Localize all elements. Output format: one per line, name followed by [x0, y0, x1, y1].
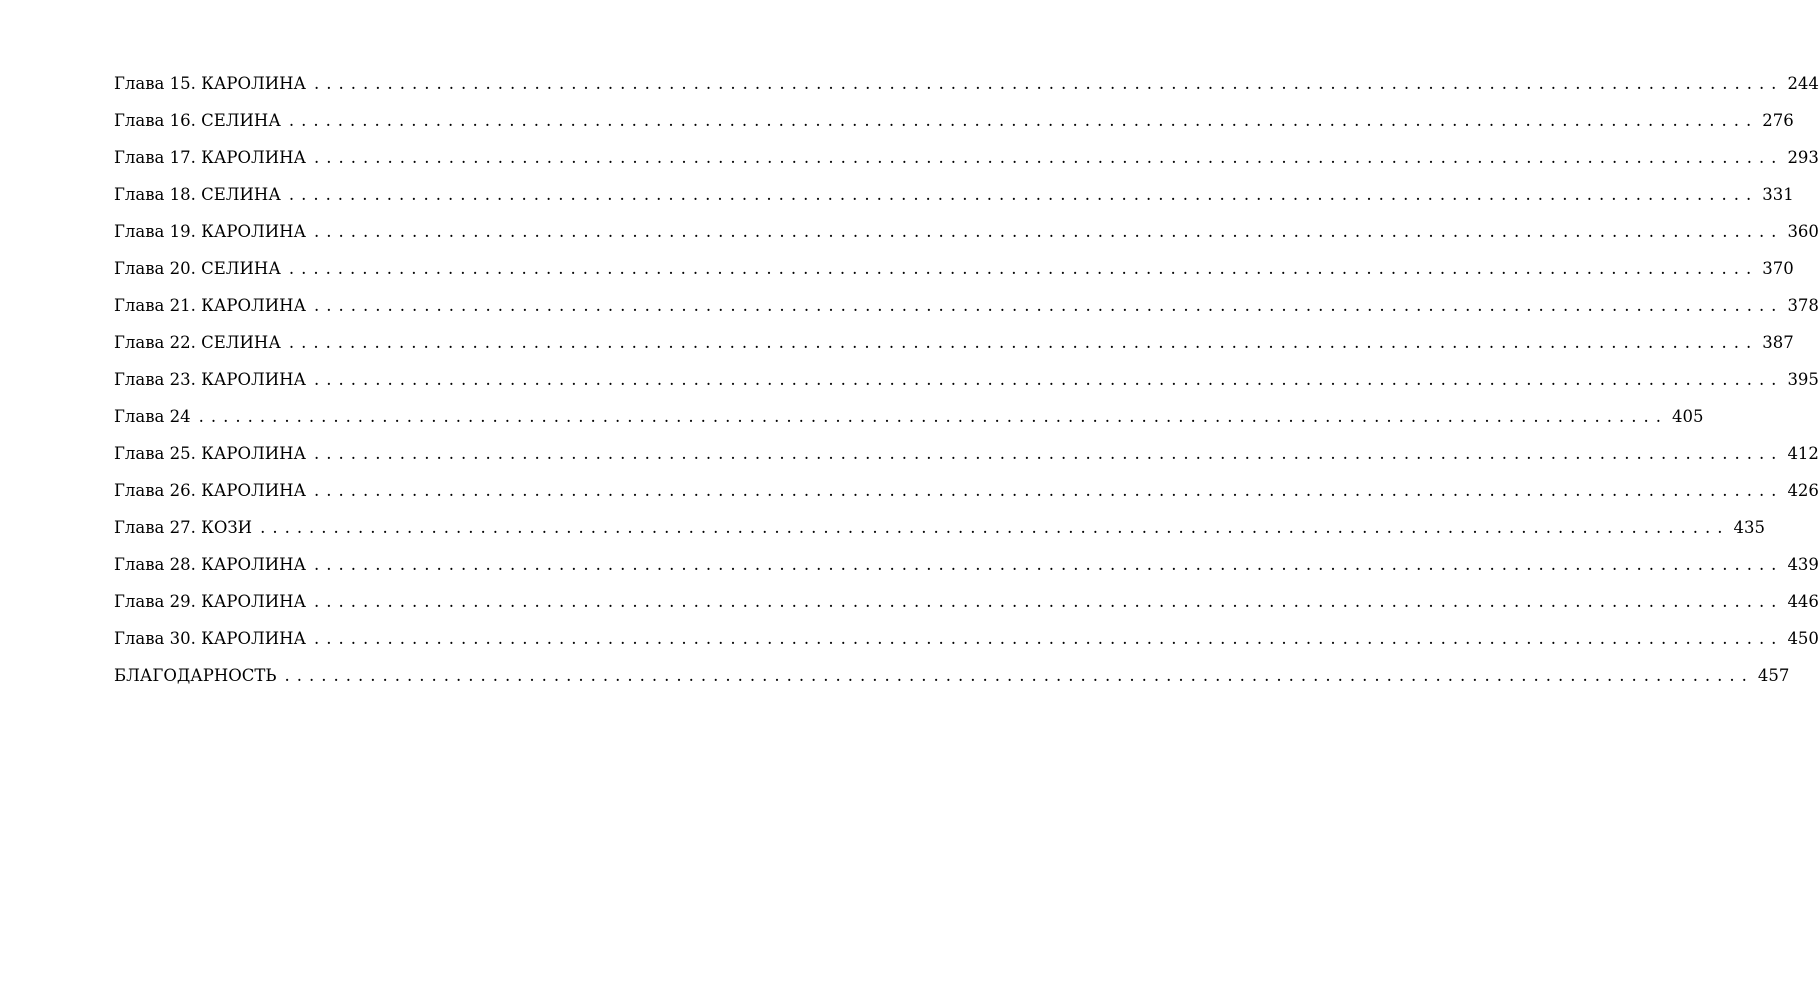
- toc-entry-page: 331: [1762, 185, 1794, 204]
- toc-entry: [114, 592, 1819, 629]
- toc-entry: [114, 148, 1819, 185]
- toc-dot-leader: ........................................................................................................................: [288, 259, 1759, 278]
- toc-entry: [114, 333, 1794, 370]
- toc-entry: [114, 555, 1819, 592]
- toc-dot-leader: ........................................................................................................................: [314, 444, 1784, 463]
- toc-entry-page: 435: [1733, 518, 1765, 537]
- toc-entry: [114, 74, 1819, 111]
- toc-entry-title: БЛАГОДАРНОСТЬ: [114, 666, 277, 685]
- toc-entry-page: 412: [1787, 444, 1819, 463]
- toc-entry-title: Глава 18. СЕЛИНА: [114, 185, 281, 204]
- toc-entry-page: 450: [1787, 629, 1819, 648]
- toc-entry: [114, 518, 1765, 555]
- toc-entry-title: Глава 23. КАРОЛИНА: [114, 370, 307, 389]
- toc-entry-page: 360: [1787, 222, 1819, 241]
- toc-dot-leader: ........................................................................................................................: [288, 111, 1759, 130]
- toc-entry: [114, 444, 1819, 481]
- toc-entry-page: 426: [1787, 481, 1819, 500]
- toc-entry-title: Глава 29. КАРОЛИНА: [114, 592, 307, 611]
- toc-entry-page: 457: [1757, 666, 1790, 685]
- toc-entry-title: Глава 28. КАРОЛИНА: [114, 555, 307, 574]
- toc-entry-title: Глава 26. КАРОЛИНА: [114, 481, 307, 500]
- toc-dot-leader: ........................................................................................................................: [288, 185, 1759, 204]
- toc-entry-page: 244: [1787, 74, 1819, 93]
- toc-entry-title: Глава 27. КОЗИ: [114, 518, 253, 537]
- toc-dot-leader: ........................................................................................................................: [314, 148, 1784, 167]
- toc-dot-leader: ........................................................................................................................: [314, 222, 1784, 241]
- toc-dot-leader: ........................................................................................................................: [314, 74, 1784, 93]
- toc-dot-leader: ........................................................................................................................: [314, 481, 1784, 500]
- toc-dot-leader: ........................................................................................................................: [198, 407, 1669, 426]
- toc-entry-title: Глава 15. КАРОЛИНА: [114, 74, 307, 93]
- toc-entry-title: Глава 21. КАРОЛИНА: [114, 296, 307, 315]
- toc-dot-leader: ........................................................................................................................: [284, 666, 1754, 685]
- toc-entry-page: 378: [1787, 296, 1819, 315]
- toc-dot-leader: ........................................................................................................................: [314, 370, 1784, 389]
- toc-entry-page: 405: [1672, 407, 1704, 426]
- toc-dot-leader: ........................................................................................................................: [288, 333, 1759, 352]
- toc-entry: [114, 222, 1819, 259]
- toc-entry: [114, 370, 1819, 407]
- toc-dot-leader: ........................................................................................................................: [260, 518, 1730, 537]
- toc-entry-page: 446: [1787, 592, 1819, 611]
- toc-entry-title: Глава 22. СЕЛИНА: [114, 333, 281, 352]
- toc-dot-leader: ........................................................................................................................: [314, 296, 1784, 315]
- toc-entry-title: Глава 16. СЕЛИНА: [114, 111, 281, 130]
- toc-dot-leader: ........................................................................................................................: [314, 555, 1784, 574]
- toc-entry-title: Глава 25. КАРОЛИНА: [114, 444, 307, 463]
- toc-entry: [114, 296, 1819, 333]
- toc-entry-title: Глава 17. КАРОЛИНА: [114, 148, 307, 167]
- toc-entry-page: 439: [1787, 555, 1819, 574]
- toc-dot-leader: ........................................................................................................................: [314, 592, 1784, 611]
- toc-entry-title: Глава 24: [114, 407, 191, 426]
- toc-entry-page: 293: [1787, 148, 1819, 167]
- toc-entry: [114, 629, 1819, 666]
- toc-entry-page: 370: [1762, 259, 1794, 278]
- toc-entry: [114, 111, 1794, 148]
- toc-entry: [114, 259, 1794, 296]
- toc-entry: [114, 666, 1790, 703]
- table-of-contents: [114, 74, 1819, 703]
- toc-entry-page: 276: [1762, 111, 1794, 130]
- toc-entry-page: 387: [1762, 333, 1794, 352]
- toc-dot-leader: ........................................................................................................................: [314, 629, 1784, 648]
- toc-entry: [114, 481, 1819, 518]
- toc-entry-title: Глава 30. КАРОЛИНА: [114, 629, 307, 648]
- toc-entry-page: 395: [1787, 370, 1819, 389]
- toc-entry: [114, 185, 1794, 222]
- toc-entry-title: Глава 19. КАРОЛИНА: [114, 222, 307, 241]
- toc-entry-title: Глава 20. СЕЛИНА: [114, 259, 281, 278]
- toc-entry: [114, 407, 1704, 444]
